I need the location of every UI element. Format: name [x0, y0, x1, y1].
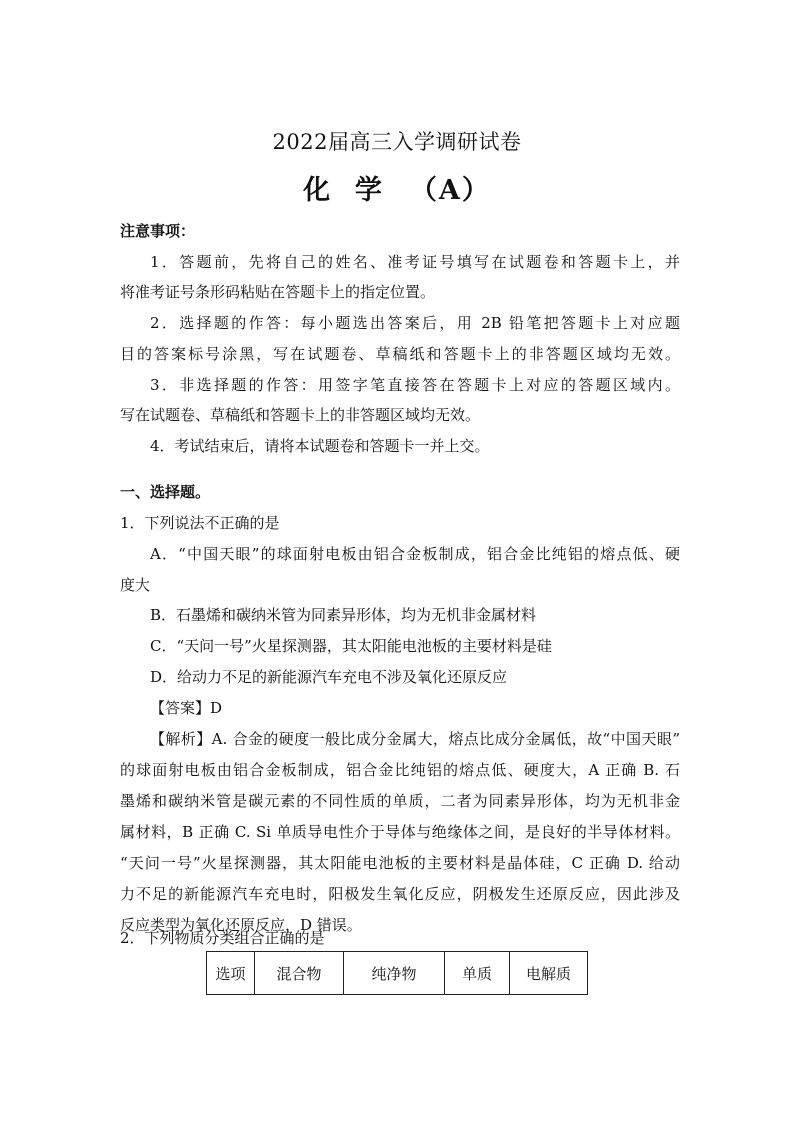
notice-line: 4．考试结束后，请将本试题卷和答题卡一并上交。: [150, 437, 490, 455]
analysis-line: 反应类型为氧化还原反应，D 错误。: [120, 916, 362, 934]
table-header-row: [207, 952, 588, 995]
analysis-line: 墨烯和碳纳米管是碳元素的不同性质的单质，二者为同素异形体，均为无机非金: [120, 792, 680, 810]
table-header-cell: 选项: [207, 952, 255, 995]
table-header-cell: 电解质: [510, 952, 588, 995]
notice-heading: 注意事项：: [120, 222, 196, 240]
option-d: D．给动力不足的新能源汽车充电不涉及氧化还原反应: [150, 668, 508, 686]
exam-title: 2022届高三入学调研试卷: [272, 130, 522, 154]
question-stem: 1．下列说法不正确的是: [120, 514, 280, 532]
analysis-line: 属材料，B 正确 C. Si 单质导电性介于导体与绝缘体之间，是良好的半导体材料。: [120, 823, 680, 841]
notice-line: 1．答题前，先将自己的姓名、准考证号填写在试题卷和答题卡上，并: [150, 253, 680, 271]
answer-label: 【答案】D: [150, 699, 223, 717]
subject-title: [0, 168, 794, 207]
section-title: 一、选择题。: [120, 483, 211, 501]
table-header-cell: 纯净物: [344, 952, 445, 995]
option-a: A．“中国天眼”的球面射电板由铝合金板制成，铝合金比纯铝的熔点低、硬: [150, 545, 680, 563]
notice-line: 写在试题卷、草稿纸和答题卡上的非答题区域均无效。: [120, 406, 481, 424]
option-b: B．石墨烯和碳纳米管为同素异形体，均为无机非金属材料: [150, 606, 537, 624]
paper-version: （A）: [409, 175, 491, 206]
table-header-cell: 混合物: [255, 952, 344, 995]
option-a-continued: 度大: [120, 576, 151, 594]
notice-line: 将准考证号条形码粘贴在答题卡上的指定位置。: [120, 283, 436, 301]
option-c: C．“天问一号”火星探测器，其太阳能电池板的主要材料是硅: [150, 637, 552, 655]
notice-line: 3．非选择题的作答：用签字笔直接答在答题卡上对应的答题区域内。: [150, 376, 680, 394]
subject-name: 化 学: [303, 175, 384, 206]
notice-line: 2．选择题的作答：每小题选出答案后，用 2B 铅笔把答题卡上对应题: [150, 314, 680, 332]
classification-table: [206, 951, 588, 995]
analysis-line: 力不足的新能源汽车充电时，阳极发生氧化反应，阴极发生还原反应，因此涉及: [120, 885, 680, 903]
notice-line: 目的答案标号涂黑，写在试题卷、草稿纸和答题卡上的非答题区域均无效。: [120, 345, 680, 363]
analysis-line: 【解析】A. 合金的硬度一般比成分金属大，熔点比成分金属低，故“中国天眼”: [150, 730, 680, 748]
question-stem: 2．下列物质分类组合正确的是: [120, 929, 325, 947]
analysis-line: 的球面射电板由铝合金板制成，铝合金比纯铝的熔点低、硬度大，A 正确 B. 石: [120, 761, 680, 779]
table-header-cell: 单质: [445, 952, 510, 995]
analysis-line: “天问一号”火星探测器，其太阳能电池板的主要材料是晶体硅，C 正确 D. 给动: [120, 854, 680, 872]
